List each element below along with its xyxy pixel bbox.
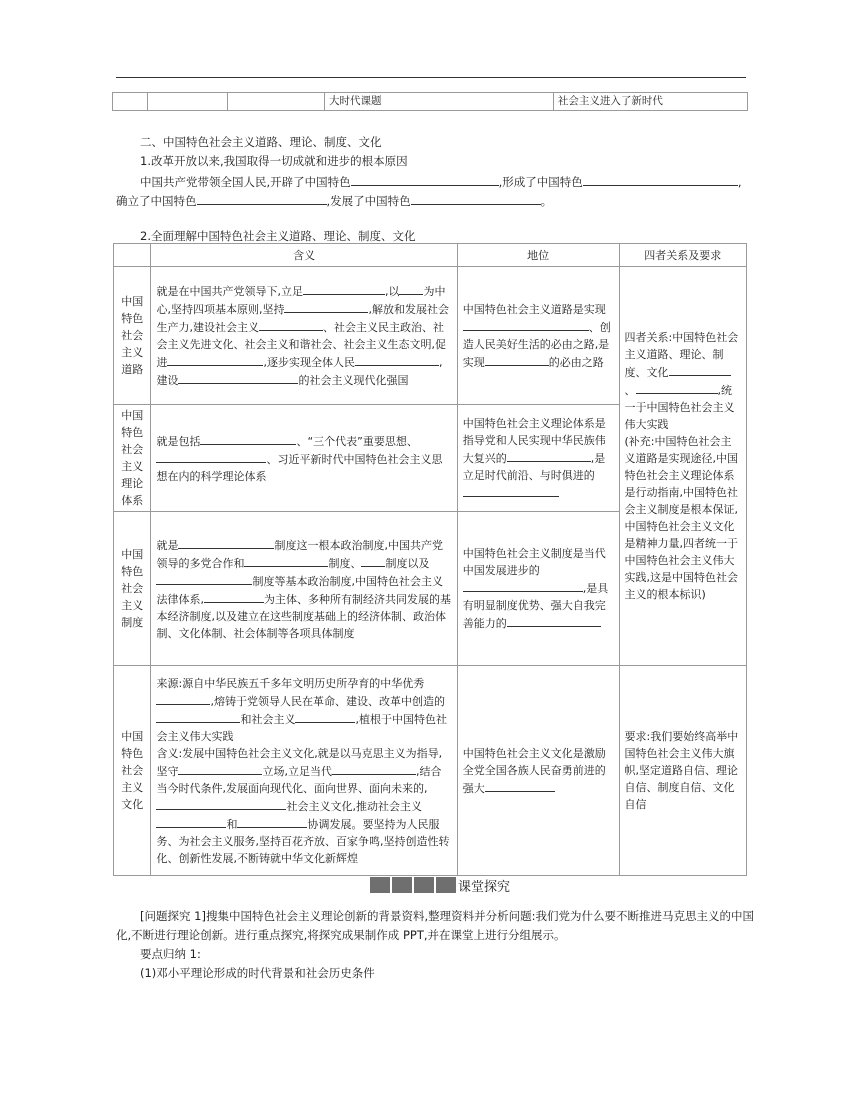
blank[interactable]: [507, 449, 591, 462]
comparison-table: [113, 243, 747, 876]
blank[interactable]: [178, 371, 298, 384]
top-rule: [116, 77, 746, 78]
top-cell-empty: [147, 93, 228, 111]
row-head-road: 中国特色社会主义道路: [114, 267, 151, 405]
blank[interactable]: [399, 282, 423, 295]
section-heading: 二、中国特色社会主义道路、理论、制度、文化: [140, 135, 382, 149]
blank[interactable]: [178, 762, 262, 775]
header-status: 地位: [457, 244, 619, 267]
section-banner: [370, 876, 510, 894]
top-cell-empty: [228, 93, 325, 111]
blank[interactable]: [636, 381, 718, 394]
system-content: 就是 制度这一根本政治制度,中国共产党领导的多党合作和 制度、 制度以及制度等基本政治制度,中国特色社会主义法律体系, 为主体、多种所有制经济共同发展的基本经济制度,以及建立在这些制度基础上的经济体制、政治体制、文化体制、社会体制等各项具体制度: [151, 512, 457, 666]
blank[interactable]: [178, 536, 274, 549]
key-point-1: (1)邓小平理论形成的时代背景和社会历史条件: [140, 966, 375, 980]
header-meaning: 含义: [151, 244, 457, 267]
blank[interactable]: [507, 614, 601, 627]
blank[interactable]: [156, 710, 240, 723]
header-relation: 四者关系及要求: [619, 244, 746, 267]
blank[interactable]: [485, 779, 555, 792]
row-head-culture: 中国特色社会主义文化: [114, 666, 151, 876]
blank[interactable]: [411, 192, 541, 205]
row-head-theory: 中国特色社会主义理论体系: [114, 405, 151, 512]
blank[interactable]: [284, 300, 368, 313]
blank[interactable]: [237, 815, 307, 828]
culture-content: 来源:源自中华民族五千多年文明历史所孕育的中华优秀,熔铸于党领导人民在革命、建设、改革中创造的和社会主义 ,植根于中国特色社会主义伟大实践 含义:发展中国特色社会主义文化,就是以马克思主义为指导,坚守 立场,立足当代 ,结合当今时代条件,发展面向现代化、面向世界、面向未来的,社会主义文化,推动社会主义和 协调发展。要坚持为人民服务、为社会主义服务,坚持百花齐放、百家争鸣,坚持创造性转化、创新性发展,不断铸就中华文化新辉煌: [151, 666, 457, 876]
item-2: 2.全面理解中国特色社会主义道路、理论、制度、文化: [140, 229, 416, 243]
blank[interactable]: [204, 590, 264, 603]
blank[interactable]: [156, 797, 286, 810]
blank[interactable]: [259, 318, 323, 331]
system-position: 中国特色社会主义制度是当代中国发展进步的,是具有明显制度优势、强大自我完善能力的: [457, 512, 619, 666]
blank[interactable]: [583, 173, 738, 186]
fill-line-a: 中国共产党带领全国人民,开辟了中国特色 ,形成了中国特色 ,: [140, 175, 742, 189]
blank[interactable]: [244, 554, 328, 567]
blank[interactable]: [355, 353, 439, 366]
requirement-cell: 要求:我们要始终高举中国特色社会主义伟大旗帜,坚定道路自信、理论自信、制度自信、文化自信: [619, 666, 746, 876]
culture-position: 中国特色社会主义文化是激励全党全国各族人民奋勇前进的强大: [457, 666, 619, 876]
header-empty: [114, 244, 151, 267]
blank[interactable]: [167, 353, 263, 366]
blank[interactable]: [485, 353, 549, 366]
table-row: [114, 666, 747, 876]
banner-block: [392, 877, 412, 893]
blank[interactable]: [463, 579, 583, 592]
banner-block: [436, 877, 456, 893]
blank[interactable]: [295, 710, 355, 723]
road-position: 中国特色社会主义道路是实现、创造人民美好生活的必由之路,是实现 的必由之路: [457, 267, 619, 405]
item-1: 1.改革开放以来,我国取得一切成就和进步的根本原因: [140, 154, 408, 168]
top-cell-era: 大时代课题: [324, 93, 553, 111]
blank[interactable]: [463, 484, 559, 497]
table-row: [114, 267, 747, 405]
blank[interactable]: [156, 692, 210, 705]
top-cell-new-era: 社会主义进入了新时代: [553, 93, 747, 111]
table-header-row: [114, 244, 747, 267]
theory-position: 中国特色社会主义理论体系是指导党和人民实现中华民族伟大复兴的 ,是立足时代前沿、与时俱进的: [457, 405, 619, 512]
top-cell-empty: [113, 93, 148, 111]
blank[interactable]: [669, 363, 731, 376]
blank[interactable]: [197, 192, 327, 205]
inquiry-paragraph: [问题探究 1]搜集中国特色社会主义理论创新的背景资料,整理资料并分析问题:我们党为什么要不断推进马克思主义的中国化,不断进行理论创新。进行重点探究,将探究成果制作成 PPT,并在课堂上进行分组展示。: [116, 909, 754, 942]
key-points-label: 要点归纳 1:: [140, 947, 201, 961]
blank[interactable]: [332, 762, 416, 775]
blank[interactable]: [156, 572, 252, 585]
blank[interactable]: [303, 282, 385, 295]
banner-title: 课堂探究: [458, 879, 511, 895]
theory-content: 就是包括 、“三个代表”重要思想、、习近平新时代中国特色社会主义思想在内的科学理论体系: [151, 405, 457, 512]
blank[interactable]: [156, 450, 266, 463]
blank[interactable]: [351, 173, 499, 186]
fill-line-b: 确立了中国特色 ,发展了中国特色 。: [116, 194, 553, 208]
road-content: 就是在中国共产党领导下,立足 ,以 为中心,坚持四项基本原则,坚持 ,解放和发展社会生产力,建设社会主义 、社会主义民主政治、社会主义先进文化、社会主义和谐社会、社会主义生态文明,促进 ,逐步实现全体人民 ,建设 的社会主义现代化强国: [151, 267, 457, 405]
row-head-system: 中国特色社会主义制度: [114, 512, 151, 666]
top-table: [112, 92, 748, 111]
blank[interactable]: [361, 554, 385, 567]
blank[interactable]: [200, 432, 296, 445]
blank[interactable]: [463, 318, 589, 331]
blank[interactable]: [156, 815, 226, 828]
relation-cell: 四者关系:中国特色社会主义道路、理论、制度、文化、 ,统一于中国特色社会主义伟大实践 (补充:中国特色社会主义道路是实现途径,中国特色社会主义理论体系是行动指南,中国特色社会主义制度是根本保证,中国特色社会主义文化是精神力量,四者统一于中国特色社会主义伟大实践,这是中国特色社会主义的根本标识): [619, 267, 746, 666]
banner-block: [370, 877, 390, 893]
banner-block: [414, 877, 434, 893]
